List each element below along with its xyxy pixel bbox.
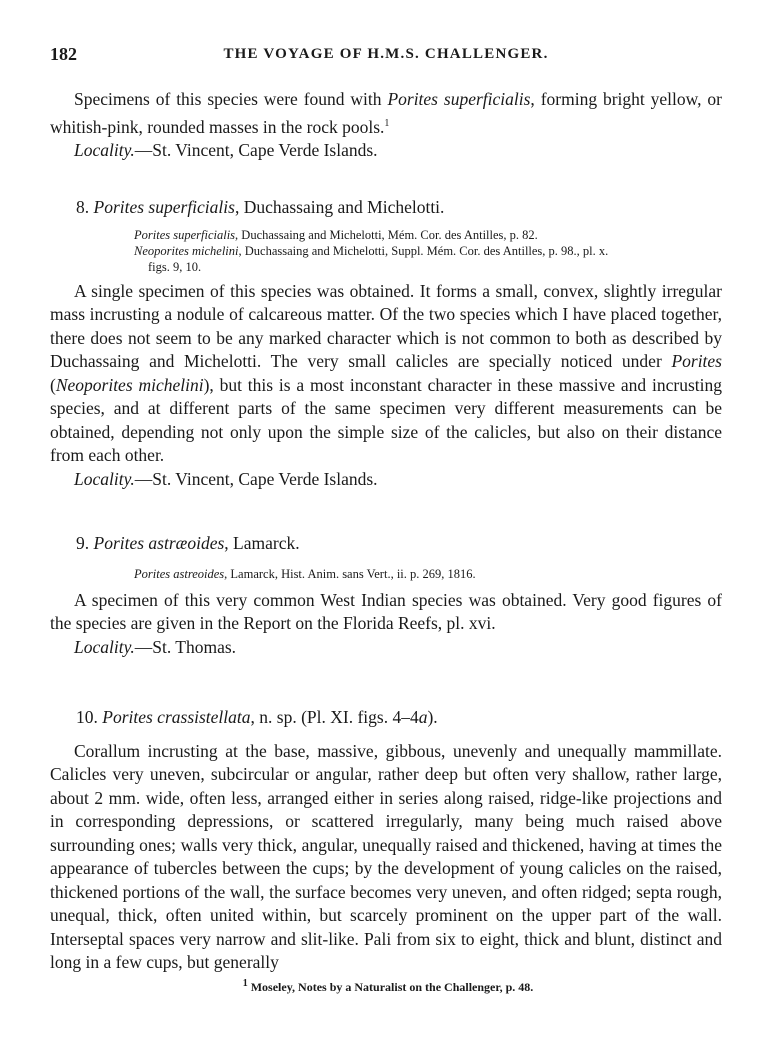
species-8-synonym-2: Neoporites michelini, Duchassaing and Michelotti, Suppl. Mém. Cor. des Antilles, p. 98., pl. x. figs. 9, 10.	[134, 243, 609, 274]
footnote: $^1$ Moseley, Notes by a Naturalist on the Challenger, p. 48.	[242, 978, 534, 994]
species-8-heading: 8. Porites superficialis, Duchassaing and Michelotti.	[76, 197, 445, 217]
species-8-section	[50, 196, 722, 491]
footnote-ref: 1	[384, 117, 390, 129]
species-8-locality: Locality.—St. Vincent, Cape Verde Islands.	[74, 468, 378, 489]
running-title: THE VOYAGE OF H.M.S. CHALLENGER.	[223, 46, 549, 62]
species-9-heading: 9. Porites astræoides, Lamarck.	[76, 533, 300, 553]
species-10-heading: 10. Porites crassistellata, n. sp. (Pl. XI. figs. 4–4a).	[76, 707, 438, 727]
species-8-description: A single specimen of this species was obtained. It forms a small, convex, slightly irregular mass incrusting a nodule of calcareous matter. Of the two species which I have placed together, there does not seem to be any marked character which is not common to both as described by Duchassaing and Michelotti. The very small calicles are specially noticed under Porites (Neoporites michelini), but this is a most inconstant character in these massive and incrusting species, and at different parts of the same specimen very different measurements can be obtained, depending not only upon the simple size of the calicles, but also on their distance from each other.	[50, 280, 722, 465]
species-9-description: A specimen of this very common West Indian species was obtained. Very good figures of the species are given in the Report on the Florida Reefs, pl. xvi.	[50, 589, 722, 633]
species-9-synonym-1: Porites astreoides, Lamarck, Hist. Anim. sans Vert., ii. p. 269, 1816.	[134, 566, 476, 581]
species-10-section	[50, 706, 722, 975]
species-9-locality: Locality.—St. Thomas.	[74, 636, 237, 657]
species-10-description: Corallum incrusting at the base, massive, gibbous, unevenly and unequally mammillate. Calicles very uneven, subcircular or angular, rather deep but often very shallow, rather large, about 2 mm. wide, often less, arranged either in series along raised, ridge-like projections and in corresponding depressions, or scattered irregularly, many being much raised above surrounding ones; walls very thick, angular, unequally raised and thickened, having at times the appearance of tubercles between the cups; by the development of young calicles on the raised, thickened portions of the wall, the surface becomes very uneven, and often ridged; septa rough, unequal, thick, often united within, but scarcely prominent on the upper part of the wall. Interseptal spaces very narrow and slit-like. Pali from six to eight, thick and blunt, distinct and long in a few cups, but generally	[50, 740, 722, 972]
page-header	[50, 44, 722, 66]
intro-locality: Locality.—St. Vincent, Cape Verde Islands.	[74, 139, 378, 160]
page-number: 182	[50, 44, 77, 64]
intro-section	[50, 88, 722, 162]
species-8-synonym-1: Porites superficialis, Duchassaing and Michelotti, Mém. Cor. des Antilles, p. 82.	[134, 227, 538, 242]
intro-paragraph: Specimens of this species were found with Porites superficialis, forming bright yellow, or whitish-pink, rounded masses in the rock pools.$^1$	[50, 89, 723, 137]
species-9-section	[50, 532, 722, 659]
